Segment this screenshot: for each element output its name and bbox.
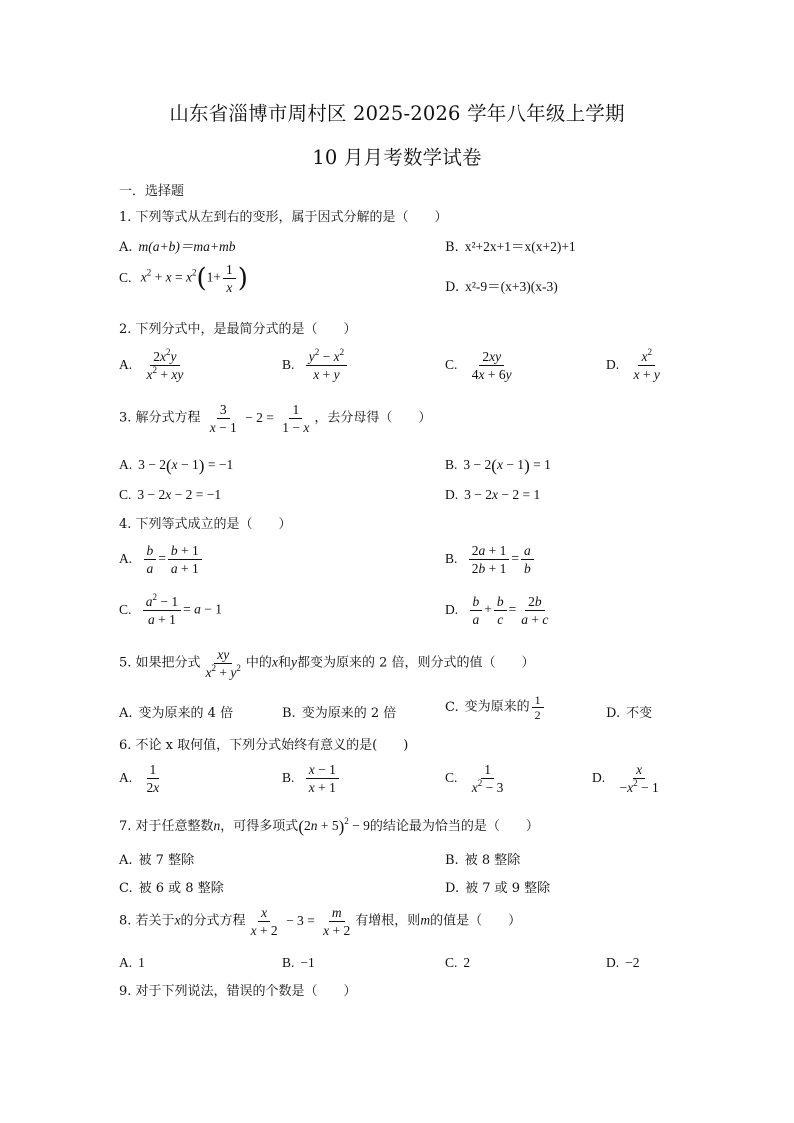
q8-stem-mid: 的分式方程 (180, 913, 246, 929)
q7-b-text: 被 8 整除 (464, 853, 521, 868)
q4-option-a: A. $\frac{b}{a}$ = $\frac{b + 1}{a + 1}$ (119, 543, 204, 576)
q5-stem-post: 都变为原来的 2 倍，则分式的值（ ） (296, 655, 535, 671)
q7-stem-mid: ，可得多项式 (220, 819, 299, 834)
q2-option-d: D. $\frac{x^2}{x + y}$ (606, 347, 660, 382)
q3-option-a: A. 3 − 2(x − 1) = −1 (119, 456, 234, 475)
q5-option-a (119, 702, 233, 721)
q2-option-b: B. $\frac{y^2 - x^2}{x + y}$ (282, 349, 349, 382)
q8-stem-post2: 的值是（ ） (430, 913, 522, 929)
q4-option-d: D. $\frac{b}{a}$ + $\frac{b}{c}$ = $\frac{2b}{a + c}$ (445, 594, 549, 627)
option-label: C. (119, 487, 132, 502)
option-label: B. (445, 457, 458, 473)
question-5-stem: 5. 如果把分式 $\frac{xy}{x^2 + y^2}$ 中的x和y都变为原来的 2 倍，则分式的值（ ） (119, 647, 535, 680)
option-label: D. (606, 955, 620, 970)
option-label: A. (119, 853, 133, 868)
option-label: C. (119, 881, 133, 896)
q3-stem-post: ，去分母得（ ） (314, 410, 432, 426)
q1-d-text: x²-9＝(x+3)(x-3) (465, 279, 558, 294)
option-label: D. (592, 769, 606, 785)
section-heading: 一．选择题 (119, 184, 185, 199)
option-label: C. (445, 699, 459, 715)
q7-option-b (445, 849, 520, 868)
option-label: B. (282, 706, 296, 721)
q7-option-c (119, 877, 224, 896)
q5-b-text: 变为原来的 2 倍 (301, 706, 397, 721)
q1-a-text: m(a+b)＝ma+mb (138, 239, 236, 254)
question-8-stem: 8. 若关于x的分式方程 $\frac{x}{x + 2}$ − 3 = $\frac{m}{x + 2}$ 有增根，则m的值是（ ） (119, 905, 522, 938)
q8-option-c (445, 955, 470, 971)
option-label: D. (445, 601, 459, 617)
option-label: D. (606, 356, 620, 372)
option-label: A. (119, 955, 133, 970)
q6-option-a: A. $\frac{1}{2x}$ (119, 762, 160, 795)
q3-stem-pre: 3. 解分式方程 (119, 410, 201, 426)
option-label: D. (445, 881, 460, 896)
q2-option-c: C. $\frac{2xy}{4x + 6y}$ (445, 349, 512, 382)
q1-option-b (445, 235, 576, 255)
q5-option-d (606, 702, 652, 721)
q1-b-text: x²+2x+1＝x(x+2)+1 (464, 239, 576, 254)
q8-stem-pre: 8. 若关于 (119, 913, 175, 929)
q3-option-c: C. 3 − 2x − 2 = −1 (119, 487, 222, 502)
option-label: B. (282, 356, 295, 372)
q8-option-a (119, 955, 145, 971)
q2-option-a: A. $\frac{2x^2y}{x^2 + xy}$ (119, 347, 184, 382)
option-label: A. (119, 706, 133, 721)
question-1-stem: 1. 下列等式从左到右的变形，属于因式分解的是（ ） (119, 210, 448, 225)
q1-option-a (119, 235, 236, 255)
q7-option-d (445, 877, 550, 896)
q8-b-text: −1 (300, 955, 315, 970)
q6-option-d: D. $\frac{x}{-x^2 - 1}$ (592, 762, 659, 795)
option-label: A. (119, 769, 133, 785)
page-title-line1: 山东省淄博市周村区 2025-2026 学年八年级上学期 (169, 102, 625, 125)
q5-c-text: 变为原来的 (464, 699, 530, 715)
option-label: B. (282, 955, 295, 970)
q7-a-text: 被 7 整除 (138, 853, 195, 868)
option-label: D. (606, 706, 621, 721)
q7-option-a (119, 849, 194, 868)
option-label: B. (282, 769, 295, 785)
q3-option-b: B. 3 − 2(x − 1) = 1 (445, 456, 551, 475)
q8-d-text: −2 (625, 955, 640, 970)
option-label: C. (445, 769, 458, 785)
q8-option-d (606, 955, 640, 971)
q5-stem-pre: 5. 如果把分式 (119, 655, 201, 671)
q8-a-text: 1 (138, 955, 145, 970)
option-label: D. (445, 280, 460, 295)
q8-option-b (282, 955, 315, 971)
option-label: A. (119, 240, 133, 255)
option-label: C. (445, 356, 458, 372)
option-label: D. (445, 487, 459, 502)
q1-option-c: C. $x^2 + x = x^2(1+$ $\frac{1}{x}$ ) (119, 262, 248, 295)
option-label: B. (445, 550, 458, 566)
q5-stem-mid1: 中的 (245, 655, 272, 671)
question-2-stem: 2. 下列分式中，是最简分式的是（ ） (119, 322, 357, 337)
q7-d-text: 被 7 或 9 整除 (465, 881, 551, 896)
q3-option-d: D. 3 − 2x − 2 = 1 (445, 487, 541, 502)
option-label: A. (119, 550, 133, 566)
q7-stem-post: 的结论最为恰当的是（ ） (369, 819, 539, 834)
q4-option-b: B. $\frac{2a + 1}{2b + 1}$ = $\frac{a}{b}$ (445, 543, 536, 576)
q8-stem-post1: 有增根，则 (355, 913, 421, 929)
page-title-line2: 10 月月考数学试卷 (312, 146, 482, 169)
question-7-stem: 7. 对于任意整数n，可得多项式$(2n + 5)^2 - 9$的结论最为恰当的是（ ） (119, 816, 539, 836)
q4-option-c: C. $\frac{a^2 - 1}{a + 1}$ = a − 1 (119, 592, 223, 627)
q8-c-text: 2 (463, 955, 471, 970)
question-9-stem: 9. 对于下列说法，错误的个数是（ ） (119, 984, 357, 999)
option-label: B. (445, 240, 459, 255)
option-label: C. (119, 601, 132, 617)
question-4-stem: 4. 下列等式成立的是（ ） (119, 517, 292, 532)
option-label: A. (119, 356, 133, 372)
option-label: A. (119, 457, 133, 473)
q6-option-b: B. $\frac{x - 1}{x + 1}$ (282, 762, 341, 795)
q5-d-text: 不变 (626, 706, 653, 721)
question-3-stem: 3. 解分式方程 $\frac{3}{x - 1}$ − 2 = $\frac{1}{1 - x}$ ，去分母得（ ） (119, 402, 432, 435)
q5-stem-mid2: 和 (277, 655, 291, 671)
option-label: B. (445, 853, 459, 868)
q5-option-c: C. 变为原来的 $\frac{1}{2}$ (445, 694, 546, 721)
q5-a-text: 变为原来的 4 倍 (138, 706, 234, 721)
q5-option-b (282, 702, 396, 721)
option-label: C. (445, 955, 458, 970)
q7-stem-pre: 7. 对于任意整数 (119, 819, 214, 834)
q6-option-c: C. $\frac{1}{x^2 - 3}$ (445, 762, 504, 795)
question-6-stem: 6. 不论 x 取何值，下列分式始终有意义的是( ) (119, 738, 409, 753)
option-label: C. (119, 269, 132, 285)
q1-option-d (445, 275, 558, 295)
q7-c-text: 被 6 或 8 整除 (138, 881, 224, 896)
